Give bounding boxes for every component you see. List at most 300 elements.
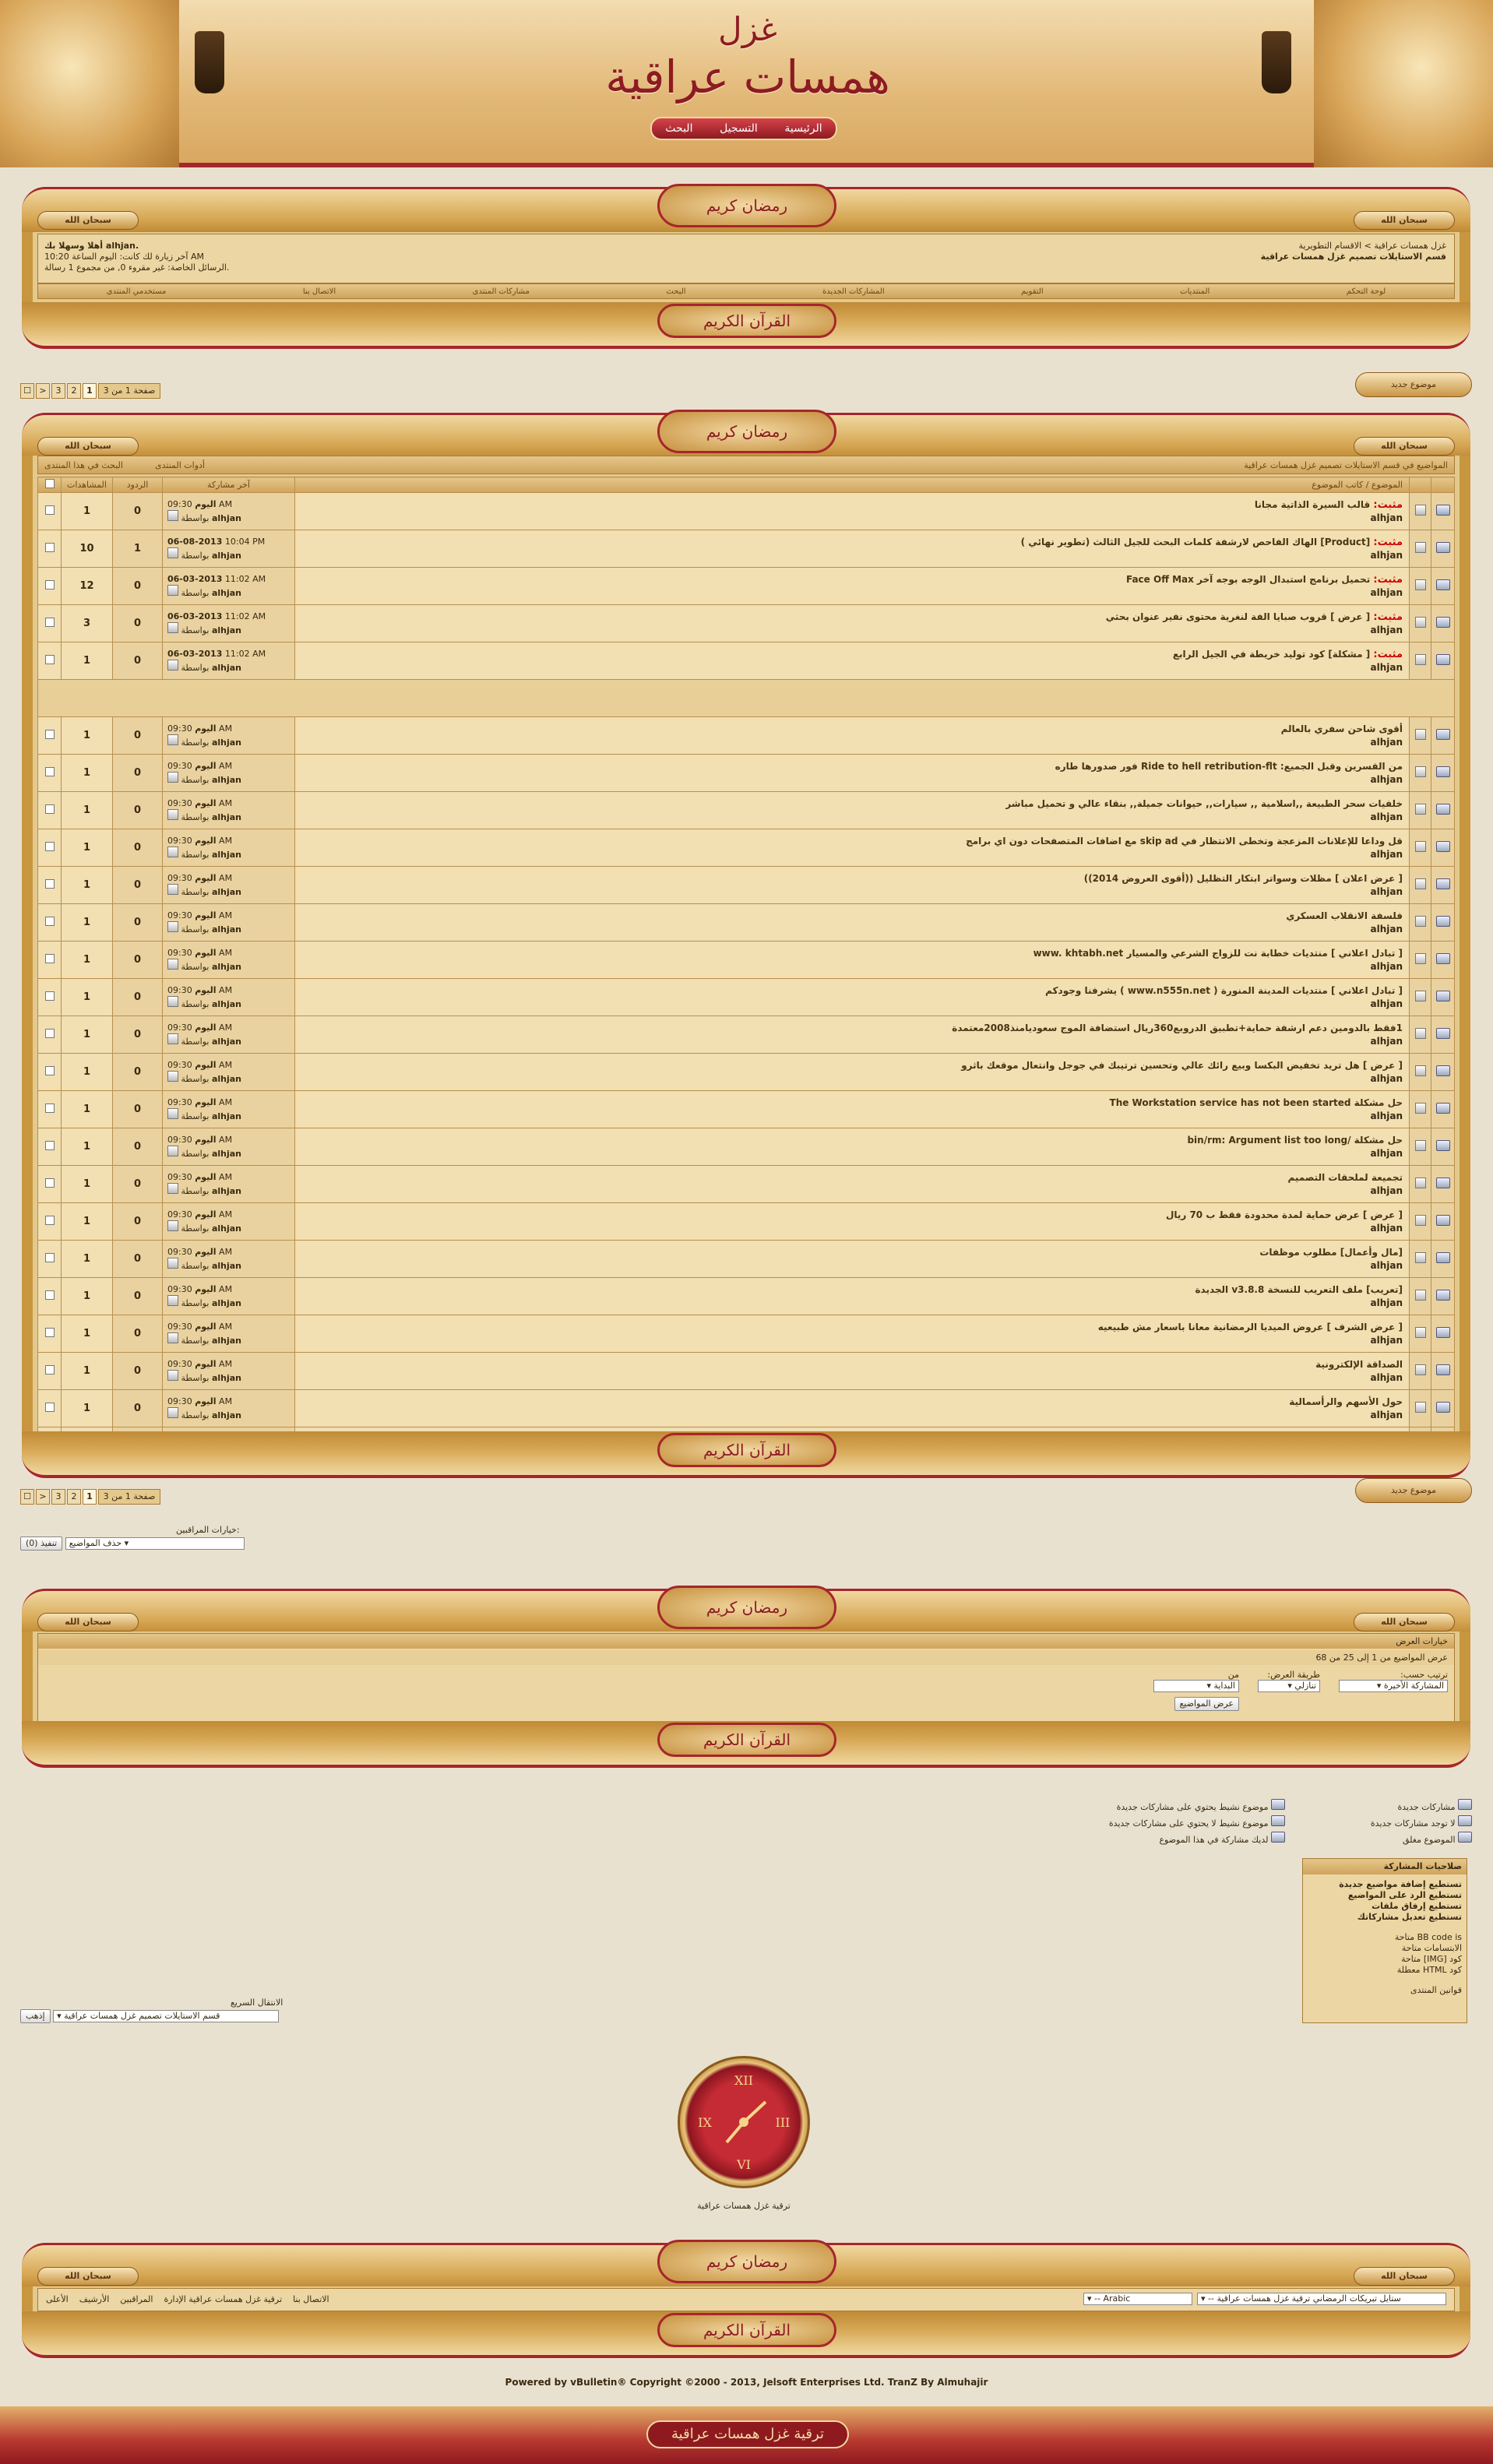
- menu-usercp[interactable]: لوحة التحكم: [1346, 287, 1386, 296]
- forum-search-menu[interactable]: البحث في هذا المنتدى: [44, 460, 123, 470]
- thread-status-icon: [1436, 505, 1450, 516]
- last-poster[interactable]: alhjan: [211, 1073, 242, 1084]
- thread-author[interactable]: alhjan: [1370, 998, 1403, 1009]
- col-views[interactable]: المشاهدات: [62, 477, 113, 493]
- thread-select[interactable]: [38, 829, 62, 867]
- thread-replies[interactable]: 0: [113, 904, 163, 942]
- last-post-time: 09:30 AM: [167, 1358, 233, 1369]
- goto-last-post-icon[interactable]: [167, 1183, 178, 1194]
- thread-select[interactable]: [38, 493, 62, 530]
- thread-replies[interactable]: 0: [113, 1016, 163, 1054]
- thread-checkbox[interactable]: [45, 655, 55, 664]
- thread-checkbox[interactable]: [45, 618, 55, 627]
- breadcrumb-path[interactable]: غزل همسات عراقية > الاقسام التطويرية: [1298, 241, 1446, 251]
- post-icon: [1415, 1364, 1426, 1375]
- thread-author[interactable]: alhjan: [1370, 737, 1403, 748]
- thread-row[interactable]: [38, 867, 1455, 904]
- thread-title[interactable]: [ عرض الشرف ] عروض الميديا الرمضانية معانا باسعار مش طبيعيه: [1097, 1322, 1403, 1332]
- thread-row[interactable]: [38, 829, 1455, 867]
- style-select[interactable]: ▾ -- ستايل تبريكات الرمضاني ترقية غزل همسات عراقية: [1197, 2293, 1446, 2305]
- thread-row[interactable]: [38, 1016, 1455, 1054]
- footer-banner: [0, 2406, 1493, 2464]
- last-poster[interactable]: alhjan: [211, 512, 242, 523]
- thread-title[interactable]: 1فقط بالدومين دعم ارشفة حماية+تطبيق الدروبع360ريال استضافة الموج سعوديامنذ2008معتمدة: [952, 1023, 1403, 1033]
- thread-checkbox[interactable]: [45, 954, 55, 963]
- footer-contact-link[interactable]: الاتصال بنا: [293, 2294, 329, 2304]
- private-messages[interactable]: الرسائل الخاصة: غير مقروء 0, من مجموع 1 رسالة.: [44, 262, 230, 273]
- thread-checkbox[interactable]: [45, 1403, 55, 1412]
- thread-author[interactable]: alhjan: [1370, 1335, 1403, 1346]
- bbcode-status[interactable]: BB code is متاحة: [1394, 1932, 1462, 1942]
- thread-select[interactable]: [38, 1353, 62, 1390]
- thread-author[interactable]: alhjan: [1370, 961, 1403, 972]
- thread-row[interactable]: [38, 1128, 1455, 1166]
- thread-author[interactable]: alhjan: [1370, 1036, 1403, 1047]
- permissions-title: صلاحيات المشاركة: [1303, 1859, 1467, 1874]
- by-label: بواسطة: [181, 886, 210, 897]
- thread-replies[interactable]: 0: [113, 1241, 163, 1278]
- goto-last-post-icon[interactable]: [167, 847, 178, 857]
- thread-checkbox[interactable]: [45, 1216, 55, 1225]
- thread-author[interactable]: alhjan: [1370, 550, 1403, 561]
- thread-author[interactable]: alhjan: [1370, 886, 1403, 897]
- thread-author[interactable]: alhjan: [1370, 1223, 1403, 1234]
- thread-replies[interactable]: 0: [113, 792, 163, 829]
- thread-checkbox[interactable]: [45, 1104, 55, 1113]
- goto-last-post-icon[interactable]: [167, 921, 178, 932]
- thread-row[interactable]: [38, 792, 1455, 829]
- goto-last-post-icon[interactable]: [167, 772, 178, 783]
- col-select[interactable]: [38, 477, 62, 493]
- pager-next[interactable]: >: [36, 1489, 50, 1505]
- thread-author[interactable]: alhjan: [1370, 1111, 1403, 1121]
- thread-checkbox[interactable]: [45, 1178, 55, 1188]
- thread-author[interactable]: alhjan: [1370, 1148, 1403, 1159]
- thread-select[interactable]: [38, 755, 62, 792]
- thread-replies[interactable]: 0: [113, 1091, 163, 1128]
- thread-title[interactable]: من القسرين وقبل الجميع: Ride to hell retribution-flt فور صدورها طاره: [1055, 761, 1403, 772]
- thread-checkbox[interactable]: [45, 1141, 55, 1150]
- thread-replies[interactable]: 0: [113, 642, 163, 680]
- thread-select[interactable]: [38, 1091, 62, 1128]
- by-label: بواسطة: [181, 1111, 210, 1121]
- nav-register[interactable]: التسجيل: [720, 122, 758, 135]
- thread-checkbox[interactable]: [45, 917, 55, 926]
- thread-replies[interactable]: 0: [113, 979, 163, 1016]
- thread-title[interactable]: [ مشكلة] كود توليد خريطة في الجيل الرابع: [1172, 649, 1371, 660]
- thread-row[interactable]: [38, 1166, 1455, 1203]
- thread-row[interactable]: [38, 642, 1455, 680]
- goto-last-post-icon[interactable]: [167, 1258, 178, 1269]
- thread-select[interactable]: [38, 942, 62, 979]
- menu-members[interactable]: مستخدمي المنتدى: [106, 287, 167, 296]
- thread-row[interactable]: [38, 568, 1455, 605]
- last-poster[interactable]: alhjan: [211, 625, 242, 635]
- thread-title[interactable]: [تعريب] ملف التعريب للنسخة v3.8.8 الجديدة: [1195, 1284, 1403, 1295]
- sort-select[interactable]: المشاركة الأخيرة ▾: [1339, 1680, 1448, 1692]
- thread-select[interactable]: [38, 979, 62, 1016]
- thread-replies[interactable]: 0: [113, 1390, 163, 1427]
- quick-nav-go-button[interactable]: إذهب: [20, 2009, 51, 2023]
- by-label: بواسطة: [181, 1260, 210, 1271]
- panel-caption-left: سبحان الله: [37, 1613, 139, 1632]
- thread-status-icon: [1436, 1177, 1450, 1188]
- thread-select[interactable]: [38, 1203, 62, 1241]
- post-icon-cell: [1410, 867, 1431, 904]
- pager-icon[interactable]: ☐: [20, 1489, 34, 1505]
- thread-title[interactable]: [ عرض ] هل تريد تخفيض البكسا وبيع رائك عالي وتحسين ترتيبك في جوجل وانتعال موقعك باثرو: [961, 1060, 1403, 1071]
- pager-icon[interactable]: ☐: [20, 383, 34, 399]
- last-poster[interactable]: alhjan: [211, 886, 242, 897]
- menu-calendar[interactable]: التقويم: [1021, 287, 1044, 296]
- thread-select[interactable]: [38, 605, 62, 642]
- thread-author[interactable]: alhjan: [1370, 662, 1403, 673]
- thread-status-icon: [1436, 1065, 1450, 1076]
- last-poster[interactable]: alhjan: [211, 961, 242, 972]
- last-poster[interactable]: alhjan: [211, 1297, 242, 1308]
- new-thread-button[interactable]: موضوع جديد: [1355, 1478, 1472, 1503]
- thread-replies[interactable]: 0: [113, 1353, 163, 1390]
- thread-checkbox[interactable]: [45, 543, 55, 552]
- quick-nav-label: الانتقال السريع: [231, 1998, 283, 2008]
- nav-home[interactable]: الرئيسية: [784, 122, 822, 135]
- thread-checkbox[interactable]: [45, 1253, 55, 1262]
- thread-author[interactable]: alhjan: [1370, 1297, 1403, 1308]
- by-label: بواسطة: [181, 662, 210, 673]
- no-new-posts-icon: [1458, 1815, 1472, 1826]
- thread-checkbox[interactable]: [45, 730, 55, 739]
- thread-author[interactable]: alhjan: [1370, 625, 1403, 635]
- site-logo[interactable]: [592, 8, 903, 109]
- post-icon: [1415, 991, 1426, 1001]
- sticky-prefix: مثبت:: [1373, 649, 1403, 660]
- thread-checkbox[interactable]: [45, 1365, 55, 1375]
- thread-title[interactable]: تحميل برنامج استبدال الوجه بوجه آخر Face Off Max: [1125, 574, 1371, 585]
- thread-row[interactable]: [38, 605, 1455, 642]
- style-value: -- ستايل تبريكات الرمضاني ترقية غزل همسات عراقية: [1208, 2293, 1401, 2304]
- thread-last-post: [163, 1315, 295, 1353]
- thread-replies[interactable]: 1: [113, 530, 163, 568]
- last-poster[interactable]: alhjan: [211, 587, 242, 598]
- thread-title-cell: [295, 642, 1410, 680]
- last-poster[interactable]: alhjan: [211, 550, 242, 561]
- thread-author[interactable]: alhjan: [1370, 924, 1403, 935]
- thread-checkbox[interactable]: [45, 767, 55, 776]
- thread-author[interactable]: alhjan: [1370, 1073, 1403, 1084]
- thread-select[interactable]: [38, 1128, 62, 1166]
- thread-author[interactable]: alhjan: [1370, 1185, 1403, 1196]
- pager-page[interactable]: 2: [67, 1489, 81, 1505]
- thread-title[interactable]: [ عرض ] عرض حماية لمدة محدودة فقط ب 70 ريال: [1165, 1209, 1403, 1220]
- thread-author[interactable]: alhjan: [1370, 512, 1403, 523]
- by-label: بواسطة: [181, 1148, 210, 1159]
- post-icon: [1415, 1028, 1426, 1039]
- thread-checkbox[interactable]: [45, 879, 55, 889]
- order-select[interactable]: تنازلي ▾: [1258, 1680, 1320, 1692]
- last-poster[interactable]: alhjan: [211, 1111, 242, 1121]
- by-label: بواسطة: [181, 1036, 210, 1047]
- thread-select[interactable]: [38, 1054, 62, 1091]
- thread-author[interactable]: alhjan: [1370, 774, 1403, 785]
- thread-row[interactable]: [38, 1315, 1455, 1353]
- img-status[interactable]: كود [IMG] متاحة: [1401, 1954, 1462, 1964]
- last-poster[interactable]: alhjan: [211, 1185, 242, 1196]
- thread-select[interactable]: [38, 717, 62, 755]
- last-poster[interactable]: alhjan: [211, 1148, 242, 1159]
- menu-contact[interactable]: الاتصال بنا: [302, 287, 336, 296]
- col-title[interactable]: الموضوع / كاتب الموضوع: [295, 477, 1410, 493]
- thread-select[interactable]: [38, 1315, 62, 1353]
- thread-title[interactable]: قالب السيرة الذاتية مجانا: [1254, 499, 1371, 510]
- last-poster[interactable]: alhjan: [211, 924, 242, 935]
- thread-replies[interactable]: 0: [113, 1278, 163, 1315]
- thread-row[interactable]: [38, 942, 1455, 979]
- thread-row[interactable]: [38, 1241, 1455, 1278]
- footer-mods-link[interactable]: المراقبين: [120, 2294, 153, 2304]
- language-select[interactable]: ▾ -- Arabic: [1083, 2293, 1192, 2305]
- thread-checkbox[interactable]: [45, 1290, 55, 1300]
- last-poster[interactable]: alhjan: [211, 737, 242, 748]
- goto-last-post-icon[interactable]: [167, 1370, 178, 1381]
- last-poster[interactable]: alhjan: [211, 774, 242, 785]
- thread-title[interactable]: حل مشكلة The Workstation service has not been started: [1109, 1097, 1403, 1108]
- thread-select[interactable]: [38, 1016, 62, 1054]
- post-icon-cell: [1410, 530, 1431, 568]
- thread-checkbox[interactable]: [45, 1029, 55, 1038]
- goto-last-post-icon[interactable]: [167, 510, 178, 521]
- footer-admin-link[interactable]: ترقية غزل همسات عراقية الإدارة: [164, 2294, 283, 2304]
- thread-select[interactable]: [38, 792, 62, 829]
- thread-replies[interactable]: 0: [113, 1166, 163, 1203]
- thread-replies[interactable]: 0: [113, 867, 163, 904]
- thread-checkbox[interactable]: [45, 1066, 55, 1075]
- thread-status-icon: [1436, 729, 1450, 740]
- pager-page[interactable]: 3: [51, 1489, 65, 1505]
- thread-title[interactable]: خلفيات سحر الطبيعة ,,اسلامية ,, سيارات,, حيوانات جميلة,, بنقاء عالي و تحميل مباشر: [1005, 798, 1403, 809]
- goto-last-post-icon[interactable]: [167, 1332, 178, 1343]
- new-posts-icon: [1458, 1799, 1472, 1810]
- last-post-time: 09:30 AM: [167, 723, 233, 734]
- thread-replies[interactable]: 0: [113, 1203, 163, 1241]
- thread-replies[interactable]: 0: [113, 717, 163, 755]
- goto-last-post-icon[interactable]: [167, 622, 178, 633]
- last-poster[interactable]: alhjan: [211, 1223, 242, 1234]
- last-poster[interactable]: alhjan: [211, 1036, 242, 1047]
- thread-replies[interactable]: 0: [113, 829, 163, 867]
- forum-tools-menu[interactable]: أدوات المنتدى: [155, 460, 205, 470]
- thread-replies[interactable]: 0: [113, 493, 163, 530]
- menu-new-posts[interactable]: المشاركات الجديدة: [822, 287, 885, 296]
- thread-replies[interactable]: 0: [113, 1315, 163, 1353]
- navbar: [37, 234, 1455, 283]
- thread-author[interactable]: alhjan: [1370, 811, 1403, 822]
- thread-select[interactable]: [38, 1390, 62, 1427]
- thread-row[interactable]: [38, 904, 1455, 942]
- goto-last-post-icon[interactable]: [167, 996, 178, 1007]
- thread-select[interactable]: [38, 642, 62, 680]
- last-poster[interactable]: alhjan: [211, 998, 242, 1009]
- thread-author[interactable]: alhjan: [1370, 1260, 1403, 1271]
- thread-author[interactable]: alhjan: [1370, 587, 1403, 598]
- thread-title[interactable]: [مال وأعمال] مطلوب موظفات: [1259, 1247, 1403, 1258]
- goto-last-post-icon[interactable]: [167, 1407, 178, 1418]
- thread-row[interactable]: [38, 1390, 1455, 1427]
- thread-author[interactable]: alhjan: [1370, 849, 1403, 860]
- thread-select[interactable]: [38, 867, 62, 904]
- thread-title[interactable]: [ تبادل اعلاني ] منتديات المدينة المنورة ( www.n555n.net ) يشرفنا وجودكم: [1045, 985, 1403, 996]
- goto-last-post-icon[interactable]: [167, 585, 178, 596]
- last-poster[interactable]: alhjan: [211, 662, 242, 673]
- goto-last-post-icon[interactable]: [167, 1108, 178, 1119]
- thread-select[interactable]: [38, 1241, 62, 1278]
- post-icon: [1415, 804, 1426, 815]
- goto-last-post-icon[interactable]: [167, 660, 178, 671]
- goto-last-post-icon[interactable]: [167, 1220, 178, 1231]
- thread-title[interactable]: حول الأسهم والرأسمالية: [1289, 1396, 1403, 1407]
- thread-select[interactable]: [38, 530, 62, 568]
- thread-author[interactable]: alhjan: [1370, 1372, 1403, 1383]
- thread-row[interactable]: [38, 717, 1455, 755]
- col-replies[interactable]: الردود: [113, 477, 163, 493]
- goto-last-post-icon[interactable]: [167, 1033, 178, 1044]
- pager-next[interactable]: >: [36, 383, 50, 399]
- menu-posts[interactable]: مشاركات المنتدى: [472, 287, 530, 296]
- html-status[interactable]: كود HTML معطلة: [1396, 1965, 1462, 1975]
- thread-views: 1: [62, 1091, 113, 1128]
- post-icon-cell: [1410, 493, 1431, 530]
- goto-last-post-icon[interactable]: [167, 809, 178, 820]
- goto-last-post-icon[interactable]: [167, 1146, 178, 1156]
- thread-replies[interactable]: 0: [113, 568, 163, 605]
- thread-status-icon: [1436, 1327, 1450, 1338]
- thread-title[interactable]: تجميعة لملحقات التصميم: [1287, 1172, 1403, 1183]
- mod-go-button[interactable]: (0) تنفيذ: [20, 1536, 62, 1551]
- clock-widget: [678, 2056, 810, 2188]
- goto-last-post-icon[interactable]: [167, 959, 178, 970]
- thread-row[interactable]: [38, 755, 1455, 792]
- legend-item: موضوع نشيط لا يحتوي على مشاركات جديدة: [1106, 1815, 1285, 1832]
- perm-line: تستطيع إضافة مواضيع جديدة: [1339, 1879, 1462, 1889]
- last-poster[interactable]: alhjan: [211, 1260, 242, 1271]
- thread-replies[interactable]: 0: [113, 755, 163, 792]
- thread-title[interactable]: أقوى شاحن سفري بالعالم: [1280, 723, 1403, 734]
- last-post-date: اليوم: [195, 947, 217, 958]
- thread-checkbox[interactable]: [45, 804, 55, 814]
- footer-top-link[interactable]: الأعلى: [46, 2294, 69, 2304]
- thread-row[interactable]: [38, 493, 1455, 530]
- thread-replies[interactable]: 0: [113, 605, 163, 642]
- menu-search[interactable]: البحث: [666, 287, 686, 296]
- thread-title[interactable]: [ عرض ] قروب صبايا الفة لنغرية محتوى نفير عنوان بحثي: [1105, 611, 1371, 622]
- thread-replies[interactable]: 0: [113, 942, 163, 979]
- thread-select[interactable]: [38, 1166, 62, 1203]
- nav-search[interactable]: البحث: [665, 122, 693, 135]
- from-select[interactable]: البداية ▾: [1153, 1680, 1239, 1692]
- thread-title[interactable]: [Product] الهاك الفاحص لارشفة كلمات البحث للجيل الثالث (تطوير نهائي ): [1020, 537, 1371, 547]
- post-icon-cell: [1410, 1054, 1431, 1091]
- order-label: طريقة العرض:: [1267, 1670, 1320, 1680]
- status-icon-cell: [1431, 755, 1455, 792]
- thread-status-icon: [1436, 1402, 1450, 1413]
- col-last-post[interactable]: آخر مشاركة: [163, 477, 295, 493]
- thread-checkbox[interactable]: [45, 991, 55, 1001]
- thread-replies[interactable]: 0: [113, 1054, 163, 1091]
- goto-last-post-icon[interactable]: [167, 1295, 178, 1306]
- goto-last-post-icon[interactable]: [167, 1071, 178, 1082]
- thread-status-icon: [1436, 766, 1450, 777]
- thread-views: 12: [62, 568, 113, 605]
- thread-views: 1: [62, 942, 113, 979]
- last-poster[interactable]: alhjan: [211, 1335, 242, 1346]
- thread-checkbox[interactable]: [45, 580, 55, 590]
- perm-line: تستطيع إرفاق ملفات: [1372, 1901, 1462, 1911]
- posted-icon: [1271, 1832, 1285, 1843]
- thread-title[interactable]: فلسفة الانقلاب العسكري: [1286, 910, 1403, 921]
- thread-row[interactable]: [38, 979, 1455, 1016]
- thread-author[interactable]: alhjan: [1370, 1410, 1403, 1420]
- thread-row[interactable]: [38, 1091, 1455, 1128]
- pager-page[interactable]: 3: [51, 383, 65, 399]
- post-icon-cell: [1410, 1315, 1431, 1353]
- thread-select[interactable]: [38, 568, 62, 605]
- forum-rules-link[interactable]: قوانين المنتدى: [1410, 1985, 1462, 1995]
- last-poster[interactable]: alhjan: [211, 1410, 242, 1420]
- threads-table: [37, 477, 1455, 1465]
- smilies-status[interactable]: الابتسامات متاحة: [1401, 1943, 1462, 1953]
- thread-row[interactable]: [38, 530, 1455, 568]
- thread-row[interactable]: [38, 1353, 1455, 1390]
- thread-last-post: [163, 1091, 295, 1128]
- select-all-checkbox[interactable]: [45, 479, 55, 488]
- quick-nav-select[interactable]: ▾ قسم الاستايلات تصميم غزل همسات عراقية: [53, 2010, 279, 2022]
- thread-status-icon: [1436, 991, 1450, 1001]
- new-thread-button[interactable]: موضوع جديد: [1355, 372, 1472, 397]
- thread-replies[interactable]: 0: [113, 1128, 163, 1166]
- last-post-date: اليوم: [195, 797, 217, 808]
- thread-checkbox[interactable]: [45, 1328, 55, 1337]
- last-poster[interactable]: alhjan: [211, 849, 242, 860]
- last-post-time: 09:30 AM: [167, 1096, 233, 1107]
- thread-title[interactable]: [ عرض اعلان ] مظلات وسواتر ابتكار التظليل ((أقوى العروض 2014)): [1083, 873, 1403, 884]
- goto-last-post-icon[interactable]: [167, 547, 178, 558]
- thread-select[interactable]: [38, 904, 62, 942]
- thread-title[interactable]: حل مشكلة /bin/rm: Argument list too long: [1187, 1135, 1403, 1146]
- menu-forums[interactable]: المنتديات: [1180, 287, 1210, 296]
- thread-views: 1: [62, 1054, 113, 1091]
- last-post-time: 09:30 AM: [167, 498, 233, 509]
- breadcrumb-forum[interactable]: قسم الاستايلات تصميم غزل همسات عراقية: [1260, 252, 1446, 262]
- thread-checkbox[interactable]: [45, 505, 55, 515]
- thread-title[interactable]: قل وداعا للإعلانات المزعجة وتخطى الانتظار في skip ad مع اضافات المتصفحات دون اي برامج: [966, 836, 1403, 847]
- goto-last-post-icon[interactable]: [167, 734, 178, 745]
- thread-title[interactable]: [ تبادل اعلاني ] منتديات خطابة نت للزواج الشرعي والمسيار www. khtabh.net: [1033, 948, 1403, 959]
- goto-last-post-icon[interactable]: [167, 884, 178, 895]
- pager-page[interactable]: 2: [67, 383, 81, 399]
- thread-row[interactable]: [38, 1278, 1455, 1315]
- thread-row[interactable]: [38, 1203, 1455, 1241]
- last-poster[interactable]: alhjan: [211, 811, 242, 822]
- show-threads-button[interactable]: عرض المواضيع: [1174, 1697, 1239, 1711]
- by-label: بواسطة: [181, 737, 210, 748]
- thread-title[interactable]: الصداقة الإلكترونية: [1315, 1359, 1403, 1370]
- mod-action-select[interactable]: حذف المواضيع ▾: [65, 1537, 245, 1550]
- footer-archive-link[interactable]: الأرشيف: [79, 2294, 110, 2304]
- thread-checkbox[interactable]: [45, 842, 55, 851]
- thread-views: 1: [62, 867, 113, 904]
- thread-row[interactable]: [38, 1054, 1455, 1091]
- last-poster[interactable]: alhjan: [211, 1372, 242, 1383]
- thread-select[interactable]: [38, 1278, 62, 1315]
